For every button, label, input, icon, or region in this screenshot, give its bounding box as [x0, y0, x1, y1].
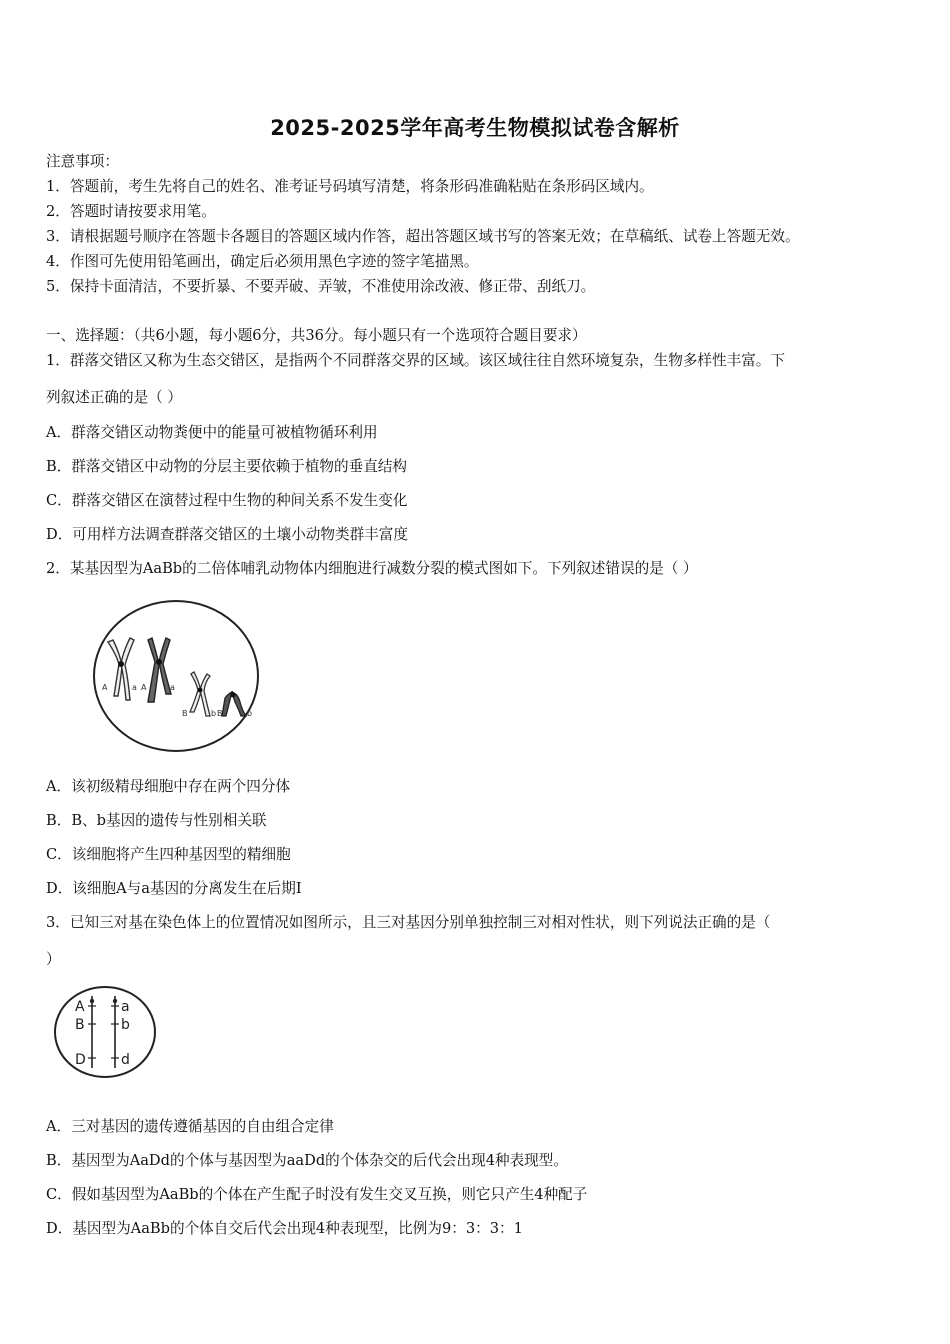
question-3-stem: 3．已知三对基在染色体上的位置情况如图所示，且三对基因分别单独控制三对相对性状，则下列说法正确的是（	[46, 914, 771, 931]
meiosis-cell-figure	[90, 598, 265, 758]
question-1-option-c: C．群落交错区在演替过程中生物的种间关系不发生变化	[46, 492, 408, 509]
gene-label: D	[75, 1052, 86, 1068]
gene-label: b	[121, 1017, 130, 1033]
gene-label: a	[121, 999, 130, 1015]
notice-heading: 注意事项：	[46, 153, 119, 170]
gene-label: a	[170, 683, 175, 692]
question-2-option-c: C．该细胞将产生四种基因型的精细胞	[46, 846, 291, 863]
page-title: 2025-2025学年高考生物模拟试卷含解析	[270, 116, 680, 140]
question-1-option-d: D．可用样方法调查群落交错区的土壤小动物类群丰富度	[46, 526, 408, 543]
notice-item: 1．答题前，考生先将自己的姓名、准考证号码填写清楚，将条形码准确粘贴在条形码区域内。	[46, 178, 654, 195]
notice-item: 3．请根据题号顺序在答题卡各题目的答题区域内作答，超出答题区域书写的答案无效；在草稿纸、试卷上答题无效。	[46, 228, 800, 245]
question-3-option-a: A．三对基因的遗传遵循基因的自由组合定律	[46, 1118, 334, 1135]
gene-label: B	[182, 709, 188, 718]
gene-label: B	[217, 709, 223, 718]
question-1-option-b: B．群落交错区中动物的分层主要依赖于植物的垂直结构	[46, 458, 407, 475]
question-2-option-b: B．B、b基因的遗传与性别相关联	[46, 812, 267, 829]
gene-label: A	[102, 683, 108, 692]
gene-label: d	[121, 1052, 130, 1068]
notice-item: 2．答题时请按要求用笔。	[46, 203, 216, 220]
gene-label: b	[211, 709, 217, 718]
notice-item: 5．保持卡面清洁，不要折暴、不要弄破、弄皱，不准使用涂改液、修正带、刮纸刀。	[46, 278, 596, 295]
gene-label: A	[141, 683, 147, 692]
gene-label: B	[75, 1017, 85, 1033]
question-2-option-d: D．该细胞A与a基因的分离发生在后期Ⅰ	[46, 880, 302, 897]
gene-label: b	[247, 709, 253, 718]
question-2-stem: 2．某基因型为AaBb的二倍体哺乳动物体内细胞进行减数分裂的模式图如下。下列叙述错误的是（ ）	[46, 560, 698, 577]
notice-item: 4．作图可先使用铅笔画出，确定后必须用黑色字迹的签字笔描黑。	[46, 253, 479, 270]
question-3-stem: ）	[46, 951, 61, 968]
question-1-stem: 1．群落交错区又称为生态交错区，是指两个不同群落交界的区域。该区域往往自然环境复杂，生物多样性丰富。下	[46, 352, 785, 369]
section-heading: 一、选择题：（共6小题，每小题6分，共36分。每小题只有一个选项符合题目要求）	[46, 327, 587, 344]
gene-label: a	[132, 683, 137, 692]
question-3-option-b: B．基因型为AaDd的个体与基因型为aaDd的个体杂交的后代会出现4种表现型。	[46, 1152, 568, 1169]
question-3-option-c: C．假如基因型为AaBb的个体在产生配子时没有发生交叉互换，则它只产生4种配子	[46, 1186, 588, 1203]
question-1-option-a: A．群落交错区动物粪便中的能量可被植物循环利用	[46, 424, 378, 441]
question-1-stem: 列叙述正确的是（ ）	[46, 389, 182, 406]
question-3-option-d: D．基因型为AaBb的个体自交后代会出现4种表现型，比例为9：3：3：1	[46, 1220, 523, 1237]
gene-label: A	[75, 999, 85, 1015]
gene-position-figure	[52, 984, 160, 1080]
question-2-option-a: A．该初级精母细胞中存在两个四分体	[46, 778, 291, 795]
